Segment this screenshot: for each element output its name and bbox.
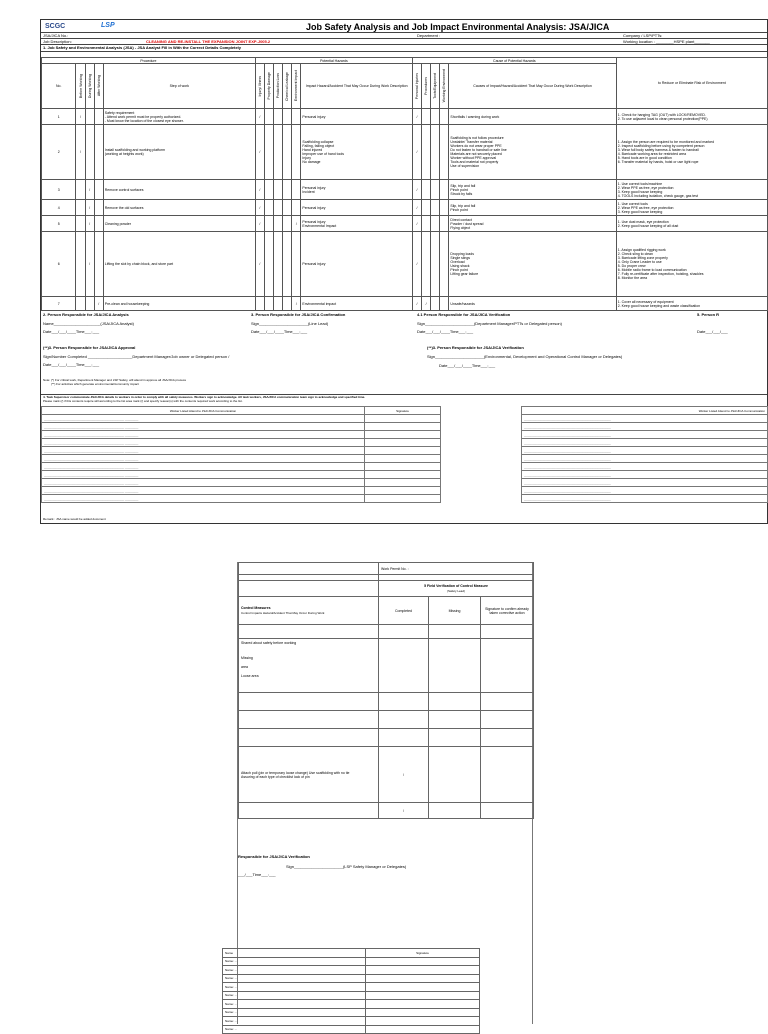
row-cause: Unsafe/hazards (449, 297, 616, 311)
table-row (42, 216, 768, 232)
worker-row[interactable]: ________________________________________________ ________ (42, 487, 441, 495)
after-working-header: After Working (96, 75, 101, 97)
table-row (42, 125, 768, 180)
check-mark: / (292, 297, 301, 311)
s7-sign: Sign______________________(Environmental, Development and Operational Control Manager or Delegates) (427, 354, 623, 359)
note-3: 4. Task Supervisor communicate JSA/JICA details to workers in order to comply with all safety measures. Workers sign to acknowledge. All task workers, JSA/JICA communication team sign to acknowledge and specified time. (43, 395, 366, 399)
check-mark: / (76, 109, 85, 125)
worker-row[interactable]: ________________________________________________ ________ (42, 415, 441, 423)
verification-table (238, 562, 534, 819)
jsa-sheet-page-2 (225, 562, 533, 1032)
control-title: Control Measures (241, 606, 271, 610)
row-no: 1 (42, 109, 76, 125)
worker-row[interactable]: ____________________________________________________ (522, 471, 768, 479)
check-mark: / (255, 125, 264, 180)
department-label: Department : (417, 33, 441, 38)
sign-row[interactable] (223, 1008, 480, 1017)
table-row (42, 180, 768, 200)
check-mark: / (255, 232, 264, 297)
document-title: Job Safety Analysis and Job Impact Environmental Analysis: JSA/JICA (306, 22, 610, 32)
worker-row[interactable]: ____________________________________________________ (522, 455, 768, 463)
row-step: Safety requirement - Attend work permit must be properly authorized. - Must know the location of the closest eye shower. (103, 109, 255, 125)
table-row (42, 232, 768, 297)
worker-list-left (41, 406, 441, 503)
during-working-header: During Working (87, 73, 92, 99)
step-of-work-header: Step of work (103, 64, 255, 109)
row-no: 6 (42, 232, 76, 297)
personal-injuries-header: Personal Injuries (415, 72, 420, 100)
impact-desc-header: Impact Hazard/Accident That May Occur During Work Description (301, 64, 413, 109)
production-loss-header: Production Loss (276, 73, 281, 99)
check-mark: / (255, 216, 264, 232)
worker-row[interactable]: ________________________________________________ ________ (42, 455, 441, 463)
missing-header: Missing (429, 597, 481, 625)
signature-confirm-header: Signature to confirm already taken corrective action (481, 597, 534, 625)
sign-row-name: Name: ... (223, 983, 366, 992)
worker-row[interactable]: ____________________________________________________ (522, 431, 768, 439)
before-working-header: Before Working (78, 73, 83, 99)
check-mark: / (412, 216, 421, 232)
row-impact: Personal injury Incident (301, 180, 413, 200)
table-row (239, 729, 534, 747)
s3-date: Date___/___/____Time___:___ (251, 329, 308, 334)
sign-row-name: Name: ... (223, 1000, 366, 1009)
worker-header-left: Worker Listed Attend to JSA/JICA Communication (42, 407, 365, 415)
row-cause: Direct contact Powder / dust spread Flying object (449, 216, 616, 232)
check-mark: / (85, 180, 94, 200)
worker-header-right: Worker Listed Attend to JSA/JICA Communication (522, 407, 768, 415)
procedures-header: Procedures (424, 77, 429, 95)
sign-row[interactable] (223, 1025, 480, 1034)
job-description-value: CLEANING AND RE-INSTALL THE EXPANSION JOINT EXP-J005.2 (146, 39, 271, 44)
environment-header: Working Environment (442, 69, 447, 103)
jsa-sheet-page-1 (40, 19, 768, 524)
row-no: 3 (42, 180, 76, 200)
note-2: (**) For activities which generate environmental/community impact (51, 382, 139, 386)
row-reduce: 1. Assign the person are required to be monitored and marked 2. Inspect scaffolding before using by competent person 3. Wear full body safety harness & fasten to handrail 4. Barricade working area for restricted area 5. Hand tools are in good condition 6. Transfer material by hands, hoist or use light rope (616, 125, 767, 180)
row-impact: Scaffolding collapse Falling, falling object Hand injured Improper use of hand tools Injury No damage (301, 125, 413, 180)
responsible-sign: Sign______________________(LSP Safety Manager or Delegates) (286, 864, 407, 869)
s4-date: Date___/___/____Time___:___ (417, 329, 474, 334)
check-mark: / (412, 125, 421, 180)
section-title: 1. Job Safety and Environmental Analysis (JSA) - JSA Analyst Fill in With the Correct Details Completely (43, 45, 242, 50)
check-mark: / (85, 232, 94, 297)
sign-row-name: Name: ... (223, 974, 366, 983)
table-row (42, 297, 768, 311)
row-impact: Environmental impact (301, 297, 413, 311)
check-mark: / (422, 297, 431, 311)
worker-row[interactable]: ________________________________________________ ________ (42, 495, 441, 503)
completed-header: Completed (379, 597, 429, 625)
sign-row-name: Name: ... (223, 966, 366, 975)
sign-row[interactable] (223, 966, 480, 975)
potential-hazards-header: Potential Hazards (255, 58, 412, 64)
check-mark: / (412, 297, 421, 311)
worker-row[interactable]: ____________________________________________________ (522, 487, 768, 495)
control-item-3: area (241, 665, 249, 669)
row-cause: Slip, trip and fall Pinch point Struck by falls (449, 180, 616, 200)
check-mark: / (76, 125, 85, 180)
worker-row[interactable]: ____________________________________________________ (522, 479, 768, 487)
worker-row[interactable]: ____________________________________________________ (522, 423, 768, 431)
sign-row[interactable] (223, 974, 480, 983)
worker-row[interactable]: ____________________________________________________ (522, 447, 768, 455)
lsp-logo: LSP (101, 22, 115, 29)
signature-header: Signature (365, 407, 441, 415)
sign-row[interactable] (223, 983, 480, 992)
control-item-4: Loose area (241, 674, 259, 678)
table-row (42, 200, 768, 216)
worker-row[interactable]: ________________________________________________ ________ (42, 471, 441, 479)
worker-row[interactable]: ____________________________________________________ (522, 495, 768, 503)
row-reduce: 1. Use correct tools/machine 2. Wear PPE as free, eye protection 3. Keep good house keeping 4. TOOLS including isolation, check gauge, gas test (616, 180, 767, 200)
s6-title: (**)3. Person Responsible for JSA/JICA Approval (43, 345, 136, 350)
scgc-logo: SCGC (45, 23, 66, 30)
row-cause: Dropping loads Single slings Overload Using shack Pinch point Lifting gear failure (449, 232, 616, 297)
control-item-2: Missing (241, 656, 253, 660)
row-step: Lifting the slot by chain block, and store part (103, 232, 255, 297)
jsa-no-label: JSA/JICA No.: (43, 33, 69, 38)
row-no: 7 (42, 297, 76, 311)
s5-date: Date___/___/___ (697, 329, 728, 334)
check-mark: / (412, 232, 421, 297)
table-row (239, 747, 534, 803)
check-mark: / (379, 747, 429, 803)
table-row (239, 639, 534, 693)
s7-date: Date___/___/____Time___:___ (439, 363, 496, 368)
row-step: Cleaning powder (103, 216, 255, 232)
control-sub: Control Impacts Hazard/Accident That May Occur During Work (241, 611, 325, 615)
check-mark: / (85, 216, 94, 232)
s2-name: Name_____________________(JSA/JICA Analyst) (43, 321, 134, 326)
check-mark: / (255, 109, 264, 125)
working-location-label: Working location : ________HSPE plant_______ (623, 39, 710, 44)
control-item-1: Shared about safety before working (241, 641, 297, 645)
injury-header: Injury/ Illness (257, 75, 262, 97)
row-reduce: 1. Cover all necessary of equipment 2. Keep good house keeping and waste classification (616, 297, 767, 311)
table-row (239, 693, 534, 711)
row-step: Install scaffolding and working platform (working at heights work) (103, 125, 255, 180)
worker-row[interactable]: ________________________________________________ ________ (42, 431, 441, 439)
row-reduce: 1. Assign qualified rigging work 2. Check sling to clean 3. Barricade lifting zone properly 4. Only Crane Leader to use 5. Do proper crew 6. Mobile radio frame to load communication 7. Fully re-certificate after inspection, hoisting, shackles 8. Monitor the area (616, 232, 767, 297)
s3-sign: Sign______________________(Line Lead) (251, 321, 329, 326)
row-reduce: 1. Use dust mask, eye protection 2. Keep good house keeping of all dust (616, 216, 767, 232)
p2-name-header: Name (223, 949, 366, 958)
worker-row[interactable]: ________________________________________________ ________ (42, 439, 441, 447)
row-step: Remove the old surfaces (103, 200, 255, 216)
table-row (42, 109, 768, 125)
row-reduce: 1. Use correct tools 2. Wear PPE as free, eye protection 3. Keep good house keeping (616, 200, 767, 216)
sign-row-name: Name: ... (223, 1008, 366, 1017)
job-description-label: Job Description: (43, 39, 72, 44)
row-cause: Scaffolding is not follow procedure Unstable/ Transfer material Workers do not wear proper PPE Do not fasten to handrail or safe line Materials are not securely placed Worker without PPE approval Tools and material not properly Use of supervision (449, 125, 616, 180)
worker-row[interactable]: ________________________________________________ ________ (42, 423, 441, 431)
responsible-date: ___/___Time___:___ (238, 872, 276, 877)
row-impact: Personal injury Environmental Impact (301, 216, 413, 232)
worker-row[interactable]: ________________________________________________ ________ (42, 463, 441, 471)
page2-signature-table (222, 948, 480, 1034)
sign-row[interactable] (223, 991, 480, 1000)
reduce-header: to Reduce or Eliminate Risk of Environment (616, 58, 767, 109)
note-1: Note: (*) For critical work, Department Manager and LSP Safety, will attend in approve all JSA/JICA process (43, 378, 186, 382)
procedure-header: Procedure (42, 58, 256, 64)
row-no: 2 (42, 125, 76, 180)
check-mark: / (412, 109, 421, 125)
sign-row-name: Name: ... (223, 991, 366, 1000)
check-mark: / (255, 180, 264, 200)
worker-list-right (521, 406, 768, 503)
row-impact: Personal injury (301, 232, 413, 297)
responsible-title: Responsible for JSA/JICA Verification (238, 854, 310, 859)
s6-sign: Sign/Number Completed ____________________Department Manager/Job owner or Delegated person / (43, 354, 230, 359)
table-row (239, 711, 534, 729)
s3-title: 3. Person Responsible for JSA/JICA Confirmation (251, 312, 346, 317)
remark: Remark : JSA name would be added document (43, 517, 106, 521)
s5-title: 5. Person R (697, 312, 720, 317)
environment-impact-header: Environment Impact (294, 70, 299, 102)
row-impact: Personal injury (301, 200, 413, 216)
row-step: Remove control surfaces (103, 180, 255, 200)
check-mark: / (255, 200, 264, 216)
causes-desc-header: Causes of Impact/Hazard/Accident That May Occur During Work Description (449, 64, 616, 109)
company-label: Company / LSP/PTTs: (623, 33, 663, 38)
s7-title: (**)3. Person Responsible for JSA/JICA Verification (427, 345, 524, 350)
table-row (239, 803, 534, 819)
row-impact: Personal injury (301, 109, 413, 125)
no-header: No. (42, 64, 76, 109)
cause-header: Cause of Potential Hazards (412, 58, 616, 64)
check-mark: / (94, 297, 103, 311)
worker-row[interactable]: ____________________________________________________ (522, 463, 768, 471)
sign-row-name: Name: ... (223, 1025, 366, 1034)
verification-sub: (Safety Lead) (447, 589, 466, 593)
table-row (239, 625, 534, 639)
s4-title: 4.1 Person Responsible for JSA/JICA Verification (417, 312, 511, 317)
verification-title: 5 Field Verification of Control Measure (424, 584, 488, 588)
control-item-5: Attach pull (pin or temporary loose change) Use scaffolding with no tie Assuring of each type of checklist lock of pin (239, 747, 379, 803)
check-mark: / (412, 180, 421, 200)
sign-row-name: Name: ... (223, 957, 366, 966)
row-step: Pre-clean and housekeeping (103, 297, 255, 311)
row-reduce: 1. Check for hanging TAG (OUT) with LOCK/REMOVED. 2. To use adjacent local to clean personal protection(PPE) (616, 109, 767, 125)
s4-sign: Sign______________________(Department Manager/PTTs or Delegated person) (417, 321, 562, 326)
p2-signature-header: Signature (366, 949, 480, 958)
permit-label: Work Permit No. : (379, 563, 534, 575)
check-mark: / (379, 803, 429, 819)
worker-row[interactable]: ________________________________________________ ________ (42, 447, 441, 455)
check-mark: / (292, 216, 301, 232)
sign-row[interactable] (223, 1000, 480, 1009)
worker-row[interactable]: ____________________________________________________ (522, 415, 768, 423)
sign-row-name: Name: ... (223, 1017, 366, 1026)
chemical-leakage-header: Chemical Leakage (285, 71, 290, 101)
row-cause: Slip, trip and fall Pinch point (449, 200, 616, 216)
sign-row[interactable] (223, 957, 480, 966)
s2-date: Date___/___/____Time___:___ (43, 329, 100, 334)
check-mark: / (85, 200, 94, 216)
s6-date: Date___/___/____Time___:___ (43, 362, 100, 367)
note-4: Please mark (/) if this contents require will according to the list area mark (/) and specify reason(s) with the contents required work according to the list. (43, 399, 243, 403)
s2-title: 2. Person Responsible for JSA/JICA Analysis (43, 312, 129, 317)
row-no: 5 (42, 216, 76, 232)
property-damage-header: Property Damage (267, 72, 271, 100)
tools-header: Tools/Equipment (433, 73, 438, 99)
worker-row[interactable]: ____________________________________________________ (522, 439, 768, 447)
row-cause: Shortfalls / warning during work (449, 109, 616, 125)
row-no: 4 (42, 200, 76, 216)
jsa-table (41, 57, 768, 311)
check-mark: / (412, 200, 421, 216)
worker-row[interactable]: ________________________________________________ ________ (42, 479, 441, 487)
